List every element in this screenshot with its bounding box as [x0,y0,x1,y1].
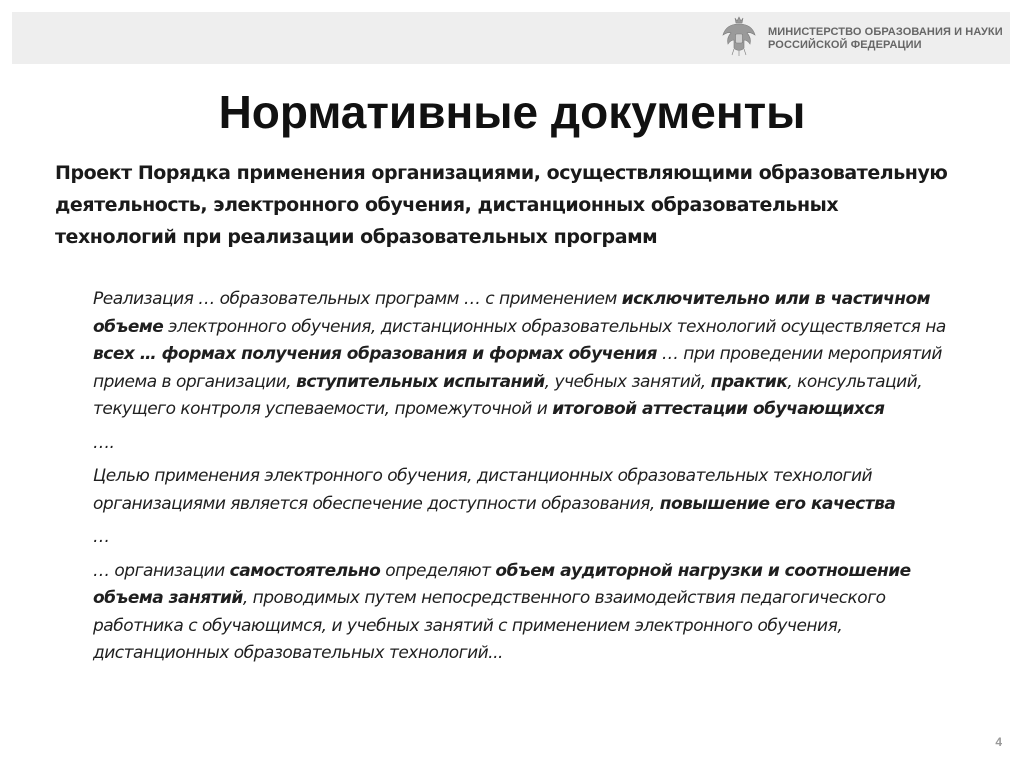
paragraph-text: … [93,527,110,547]
emphasized-text: итоговой аттестации обучающихся [552,399,885,419]
body-paragraph [93,430,963,458]
paragraph-text: …. [93,432,115,453]
document-subtitle: Проект Порядка применения организациями, осуществляющими образовательную деятельность, электронного обучения, дистанционных образовательных технологий при реализации образовательных программ [55,162,948,248]
paragraph-text: Реализация … образовательных программ … с применением [93,289,622,309]
paragraph-text: электронного обучения, дистанционных образовательных технологий осуществляется на [163,316,946,337]
slide-number: 4 [995,735,1002,749]
ministry-name [768,26,1003,52]
emphasized-text: вступительных испытаний [296,371,545,392]
body-paragraph [93,463,963,518]
paragraph-text: определяют [380,560,496,581]
page-title: Нормативные документы [218,86,806,138]
emphasized-text: объем аудиторной нагрузки и соотношение объема занятий [93,560,911,608]
paragraph-text: , консультаций, текущего контроля успеваемости, промежуточной и [93,371,923,419]
ministry-line-2: РОССИЙСКОЙ ФЕДЕРАЦИИ [768,39,922,51]
body-paragraph [93,524,963,552]
paragraph-text: … при проведении мероприятий приема в организации, [93,344,942,392]
paragraph-text: Целью применения электронного обучения, дистанционных образовательных технологий организациями является обеспечение доступности образования, [93,466,873,514]
emphasized-text: самостоятельно [229,560,381,581]
emphasized-text: повышение его качества [659,493,896,514]
ministry-line-1: МИНИСТЕРСТВО ОБРАЗОВАНИЯ И НАУКИ [768,26,1003,38]
paragraph-text: , учебных занятий, [544,371,711,392]
emphasized-text: исключительно или в частичном объеме [93,289,931,337]
paragraph-text: , проводимых путем непосредственного взаимодействия педагогического работника с обучающимся, и учебных занятий с применением электронного обучения, дистанционных образовательных технологий... [93,588,886,663]
body-paragraph [93,286,963,424]
emphasized-text: практик [710,371,788,392]
coat-of-arms-icon [720,15,758,57]
body-paragraph [93,558,963,668]
paragraph-text: … организации [93,560,230,581]
quoted-document-text [93,286,963,674]
emphasized-text: всех … формах получения образования и формах обучения [93,344,657,364]
